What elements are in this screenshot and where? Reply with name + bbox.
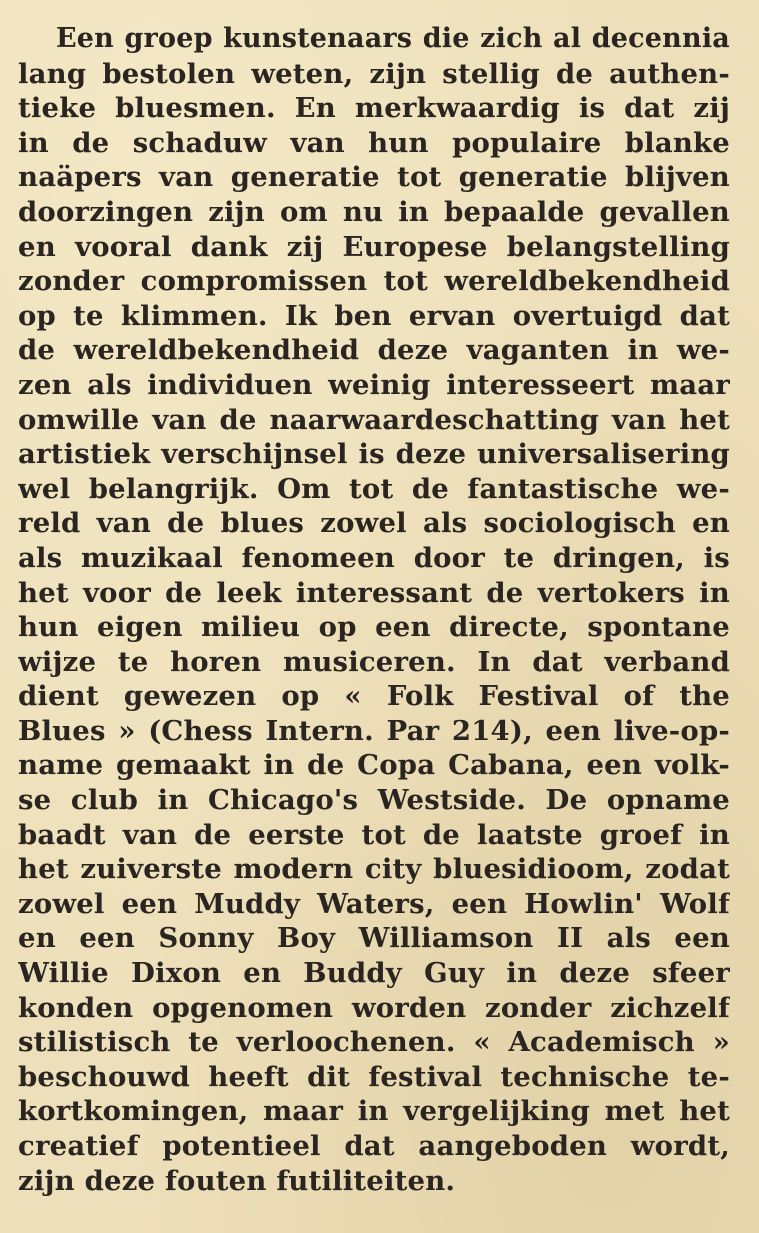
article-line: het voor de leek interessant de vertokers in	[18, 576, 730, 609]
article-line: en een Sonny Boy Williamson II als een	[18, 922, 730, 955]
article-line: zijn deze fouten futiliteiten.	[18, 1164, 456, 1197]
article-line: Willie Dixon en Buddy Guy in deze sfeer	[18, 957, 730, 990]
article-line: reld van de blues zowel als sociologisch en	[18, 507, 730, 540]
article-line: wijze te horen musiceren. In dat verband	[18, 645, 730, 678]
article-line: dient gewezen op « Folk Festival of the	[18, 680, 730, 713]
article-line: in de schaduw van hun populaire blanke	[18, 126, 730, 159]
article-line: Een groep kunstenaars die zich al decennia	[56, 23, 730, 54]
article-line: het zuiverste modern city bluesidioom, zodat	[18, 853, 730, 886]
article-line: omwille van de naarwaardeschatting van het	[18, 403, 730, 436]
article-line: als muzikaal fenomeen door te dringen, is	[18, 541, 730, 574]
article-line: artistiek verschijnsel is deze universalisering	[18, 438, 730, 471]
article-line: se club in Chicago's Westside. De opname	[18, 784, 730, 817]
article-line: kortkomingen, maar in vergelijking met het	[18, 1095, 730, 1128]
article-line: stilistisch te verloochenen. « Academisch »	[18, 1026, 730, 1059]
article-line: creatief potentieel dat aangeboden wordt,	[18, 1130, 730, 1162]
article-line: beschouwd heeft dit festival technische te-	[18, 1060, 730, 1093]
article-line: naäpers van generatie tot generatie blijven	[18, 161, 730, 194]
article-line: lang bestolen weten, zijn stellig de authen-	[18, 57, 730, 90]
article-line: en vooral dank zij Europese belangstelling	[18, 230, 730, 263]
article-line: op te klimmen. Ik ben ervan overtuigd dat	[18, 299, 730, 332]
article-line: de wereldbekendheid deze vaganten in we-	[18, 334, 730, 367]
article-line: konden opgenomen worden zonder zichzelf	[18, 991, 730, 1024]
article-line: hun eigen milieu op een directe, spontane	[18, 611, 730, 644]
article-column	[18, 22, 730, 1198]
article-line: baadt van de eerste tot de laatste groef in	[18, 818, 730, 851]
article-line: zonder compromissen tot wereldbekendheid	[18, 265, 730, 298]
article-line: tieke bluesmen. En merkwaardig is dat zij	[18, 92, 730, 125]
article-line: name gemaakt in de Copa Cabana, een volk-	[18, 749, 730, 782]
article-line: zowel een Muddy Waters, een Howlin' Wolf	[18, 887, 730, 920]
article-line: wel belangrijk. Om tot de fantastische we-	[18, 472, 730, 505]
article-line: zen als individuen weinig interesseert maar	[18, 368, 730, 401]
article-line: doorzingen zijn om nu in bepaalde gevallen	[18, 195, 730, 228]
article-line: Blues » (Chess Intern. Par 214), een live-op-	[18, 714, 730, 747]
